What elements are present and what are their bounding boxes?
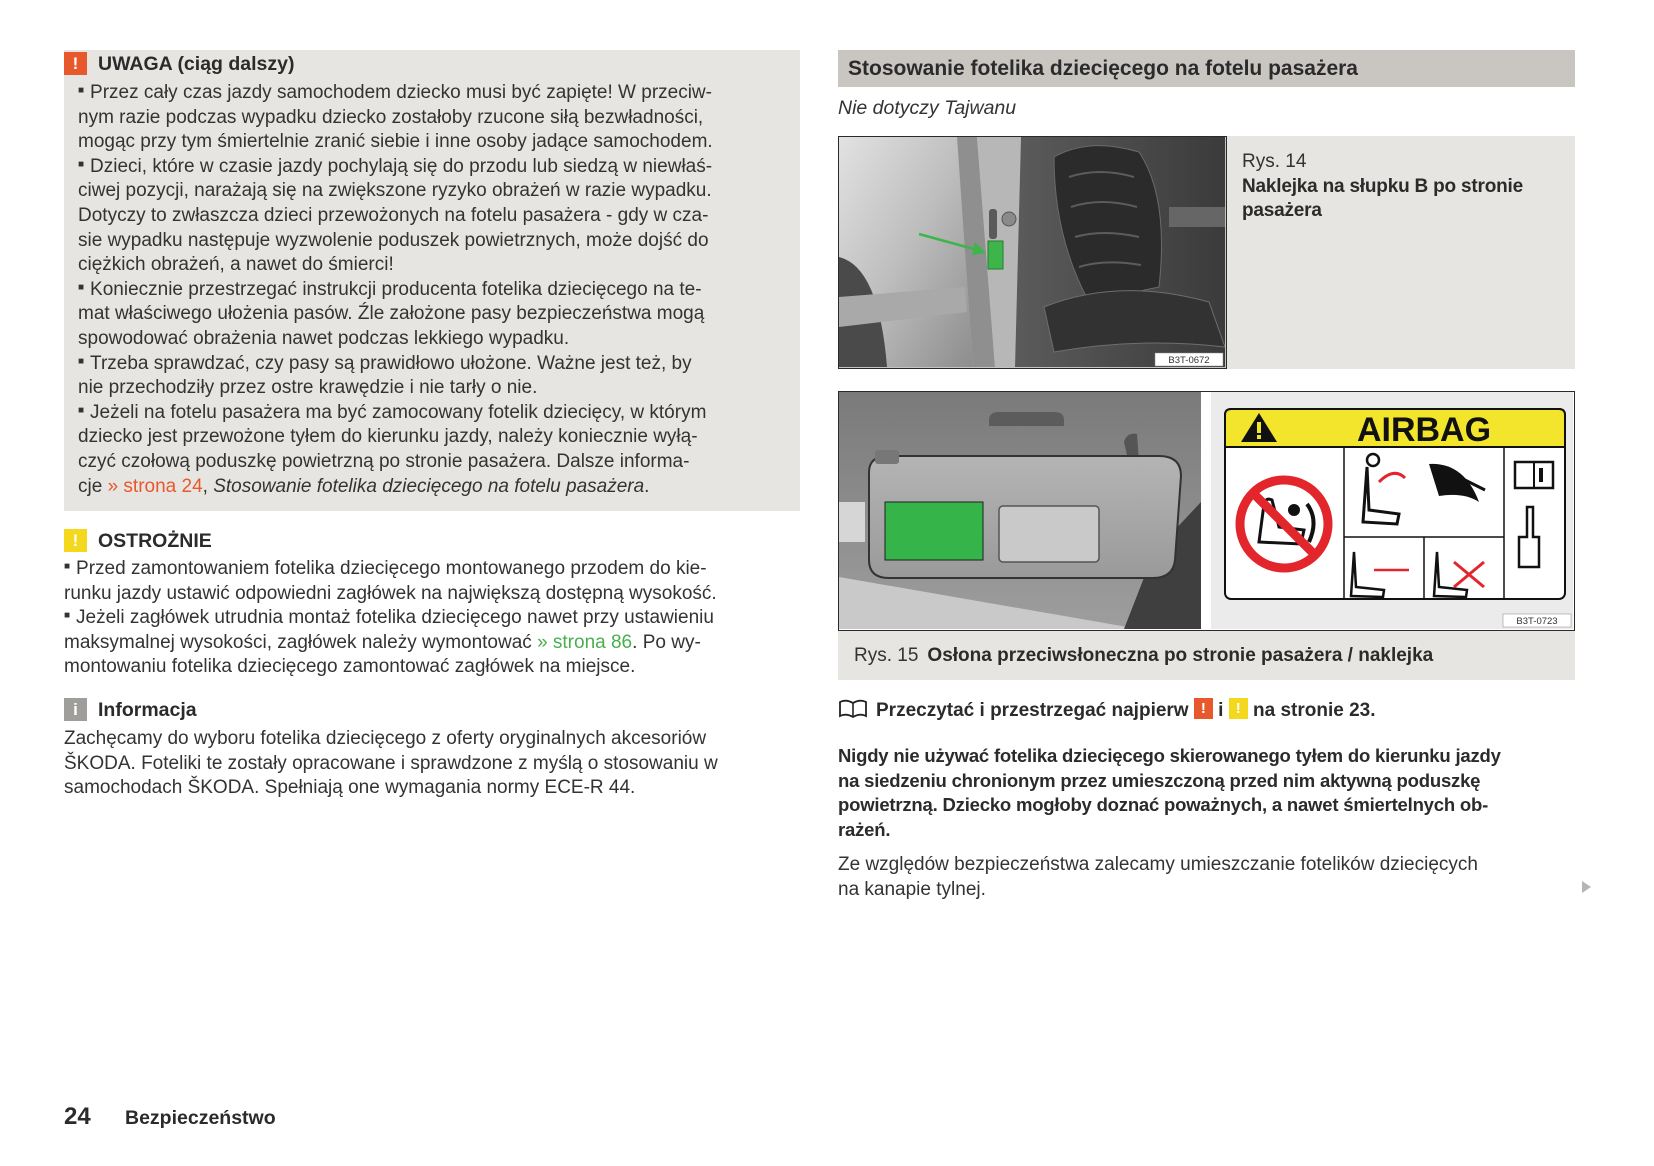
sun-visor-photo xyxy=(839,392,1573,629)
bullet-icon: ■ xyxy=(78,84,85,96)
warning-box xyxy=(64,50,800,511)
tail-end: . xyxy=(644,475,650,497)
read-first-line xyxy=(838,698,1376,724)
text-line: rażeń. xyxy=(838,818,891,840)
list-item-text: runku jazdy ustawić odpowiedni zagłówek na największą dostępną wysokość. xyxy=(64,582,717,604)
tail-separator: , xyxy=(202,475,214,497)
figure-15-label: Rys. 15 xyxy=(854,645,919,666)
read-first-text: Przeczytać i przestrzegać najpierw xyxy=(876,700,1189,721)
figure-14-title-line-1: Naklejka na słupku B po stronie xyxy=(1242,176,1523,197)
warning-tail-line xyxy=(78,475,713,500)
warning-icon: ! xyxy=(1194,698,1213,719)
list-item-text: spowodować obrażenia nawet podczas lekkiego wypadku. xyxy=(78,327,570,349)
list-item-continuation xyxy=(78,327,713,352)
list-item-continuation xyxy=(78,229,713,254)
caution-title: OSTROŻNIE xyxy=(98,530,212,552)
info-mark-icon xyxy=(1539,468,1543,482)
text-line: Ze względów bezpieczeństwa zalecamy umieszczanie fotelików dziecięcych xyxy=(838,854,1478,875)
caution-icon: ! xyxy=(1229,698,1248,719)
section-heading-bar xyxy=(838,50,1575,87)
text-line: Zachęcamy do wyboru fotelika dziecięcego z oferty oryginalnych akcesoriów xyxy=(64,728,707,749)
figure-separator xyxy=(1201,392,1211,629)
info-title: Informacja xyxy=(98,699,197,721)
warning-list xyxy=(78,81,713,475)
list-item-text: Trzeba sprawdzać, czy pasy są prawidłowo ułożone. Ważne jest też, by xyxy=(90,352,692,374)
grab-handle xyxy=(989,412,1064,426)
caution-icon: ! xyxy=(64,529,87,552)
bullet-icon: ■ xyxy=(78,355,85,367)
figure-14-title-line-2: pasażera xyxy=(1242,200,1322,221)
door-latch xyxy=(989,209,997,239)
list-item-continuation xyxy=(78,179,713,204)
list-item-continuation xyxy=(78,253,713,278)
list-item-text: czyć czołową poduszkę powietrzną po stronie pasażera. Dalsze informa- xyxy=(78,450,690,472)
seatbelt-anchor xyxy=(1002,212,1016,226)
page-number: 24 xyxy=(64,1103,91,1130)
figure-15-title: Osłona przeciwsłoneczna po stronie pasażera / naklejka xyxy=(927,645,1434,666)
bullet-icon: ■ xyxy=(64,560,71,572)
figure-14-label: Rys. 14 xyxy=(1242,151,1307,172)
caution-block xyxy=(64,527,800,687)
list-item-text: mogąc przy tym śmiertelnie zranić siebie i inne osoby jadące samochodem. xyxy=(78,131,713,153)
list-item xyxy=(78,155,713,180)
list-item xyxy=(78,81,713,106)
list-item-text: Jeżeli zagłówek utrudnia montaż fotelika dziecięcego nawet przy ustawieniu xyxy=(76,607,714,629)
bullet-icon: ■ xyxy=(78,404,85,416)
continue-arrow-icon xyxy=(1582,881,1591,893)
b-pillar-photo xyxy=(839,137,1225,367)
list-item-text: nym razie podczas wypadku dziecko zostałoby rzucone siłą bezwładności, xyxy=(78,106,704,128)
figure-15-caption-text xyxy=(854,631,1433,680)
text-line: powietrzną. Dziecko mogłoby doznać poważnych, a nawet śmiertelnych ob- xyxy=(838,794,1489,816)
caution-tail-line xyxy=(64,631,717,656)
text-line: Nigdy nie używać fotelika dziecięcego skierowanego tyłem do kierunku jazdy xyxy=(838,745,1501,766)
info-text xyxy=(64,727,718,801)
vanity-mirror xyxy=(999,506,1099,562)
figure-14-image xyxy=(838,136,1227,369)
list-item-continuation xyxy=(78,376,713,401)
list-item-continuation xyxy=(78,425,713,450)
section-title: Stosowanie fotelika dziecięcego na fotelu pasażera xyxy=(848,57,1358,80)
caution-list xyxy=(64,557,717,631)
list-item xyxy=(78,352,713,377)
bullet-icon: ■ xyxy=(64,610,71,622)
warning-text xyxy=(78,81,713,499)
list-item-text: dziecko jest przewożone tyłem do kierunku jazdy, należy koniecznie wyłą- xyxy=(78,426,698,448)
rear-seat xyxy=(1169,207,1225,227)
tail-text: cje xyxy=(78,475,108,497)
warning-title: UWAGA (ciąg dalszy) xyxy=(98,53,295,75)
section-subtitle: Nie dotyczy Tajwanu xyxy=(838,97,1017,119)
text-line: na siedzeniu chronionym przez umieszczoną przed nim aktywną poduszkę xyxy=(838,769,1481,791)
list-item-text: sie wypadku następuje wyzwolenie poduszek powietrznych, może dojść do xyxy=(78,229,709,251)
sticker-airbag-text: AIRBAG xyxy=(1356,411,1492,449)
list-item-text: Przez cały czas jazdy samochodem dziecko musi być zapięte! W przeciw- xyxy=(90,82,712,103)
sticker-location-marker xyxy=(988,241,1003,269)
list-item-text: Dzieci, które w czasie jazdy pochylają się do przodu lub siedzą w niewłaś- xyxy=(90,155,713,177)
list-item-text: Jeżeli na fotelu pasażera ma być zamocowany fotelik dziecięcy, w którym xyxy=(90,401,707,423)
list-item-text: Dotyczy to zwłaszcza dzieci przewożonych na fotelu pasażera - gdy w cza- xyxy=(78,204,709,226)
chapter-name: Bezpieczeństwo xyxy=(125,1107,276,1129)
figure-15-code: B3T-0723 xyxy=(1516,616,1558,627)
bullet-icon: ■ xyxy=(78,158,85,170)
list-item xyxy=(64,557,717,582)
info-icon: i xyxy=(64,698,87,721)
caution-text xyxy=(64,557,717,680)
bullet-icon: ■ xyxy=(78,281,85,293)
child-head-icon xyxy=(1288,504,1300,516)
book-icon xyxy=(838,699,868,719)
list-item-continuation xyxy=(78,302,713,327)
visor-hinge xyxy=(875,450,899,464)
list-item-text: ciężkich obrażeń, a nawet do śmierci! xyxy=(78,254,394,276)
list-item xyxy=(78,401,713,426)
seat-cushion xyxy=(1044,291,1225,352)
warning-triangle-mark xyxy=(1257,422,1261,433)
figure-15-caption xyxy=(838,631,1575,680)
recommendation-paragraph xyxy=(838,853,1478,902)
list-item-text: mat właściwego ułożenia pasów. Źle założone pasy bezpieczeństwa mogą xyxy=(78,303,705,325)
list-item-text: Przed zamontowaniem fotelika dziecięcego montowanego przodem do kie- xyxy=(76,558,707,579)
list-item-continuation xyxy=(78,130,713,155)
list-item-continuation xyxy=(78,106,713,131)
list-item-continuation xyxy=(78,204,713,229)
reference-title: Stosowanie fotelika dziecięcego na fotelu pasażera xyxy=(213,475,645,497)
side-mirror-reflection xyxy=(839,502,865,542)
read-first-and: i xyxy=(1218,700,1224,721)
list-item-continuation xyxy=(78,450,713,475)
list-item-continuation xyxy=(64,582,717,607)
tail-text: maksymalnej wysokości, zagłówek należy wymontować xyxy=(64,631,538,653)
info-block xyxy=(64,696,800,806)
figure-15-image xyxy=(838,391,1575,631)
list-item-text: ciwej pozycji, narażają się na zwiększone ryzyko obrażeń w razie wypadku. xyxy=(78,180,712,202)
text-line: na kanapie tylnej. xyxy=(838,878,986,900)
figure-14-caption xyxy=(1227,136,1575,369)
text-line: ŠKODA. Foteliki te zostały opracowane i sprawdzone z myślą o stosowaniu w xyxy=(64,752,718,774)
list-item-text: nie przechodziły przez ostre krawędzie i nie tarły o nie. xyxy=(78,377,538,399)
text-line: samochodach ŠKODA. Spełniają one wymagania normy ECE-R 44. xyxy=(64,777,636,799)
page-24-link[interactable]: » strona 24 xyxy=(107,475,203,497)
list-item-text: Koniecznie przestrzegać instrukcji producenta fotelika dziecięcego na te- xyxy=(90,278,702,300)
figure-14 xyxy=(838,136,1575,369)
tail-end: . Po wy- xyxy=(632,631,701,653)
figure-14-code: B3T-0672 xyxy=(1168,355,1210,366)
caution-last-line: montowaniu fotelika dziecięcego zamontować zagłówek na miejsce. xyxy=(64,656,636,678)
list-item xyxy=(64,606,717,631)
list-item xyxy=(78,278,713,303)
read-first-page-ref[interactable]: na stronie 23. xyxy=(1253,700,1376,721)
important-paragraph xyxy=(838,744,1501,842)
sticker-location-marker xyxy=(885,502,983,560)
page-86-link[interactable]: » strona 86 xyxy=(537,631,633,653)
warning-triangle-dot xyxy=(1257,435,1261,439)
warning-icon: ! xyxy=(64,52,87,75)
